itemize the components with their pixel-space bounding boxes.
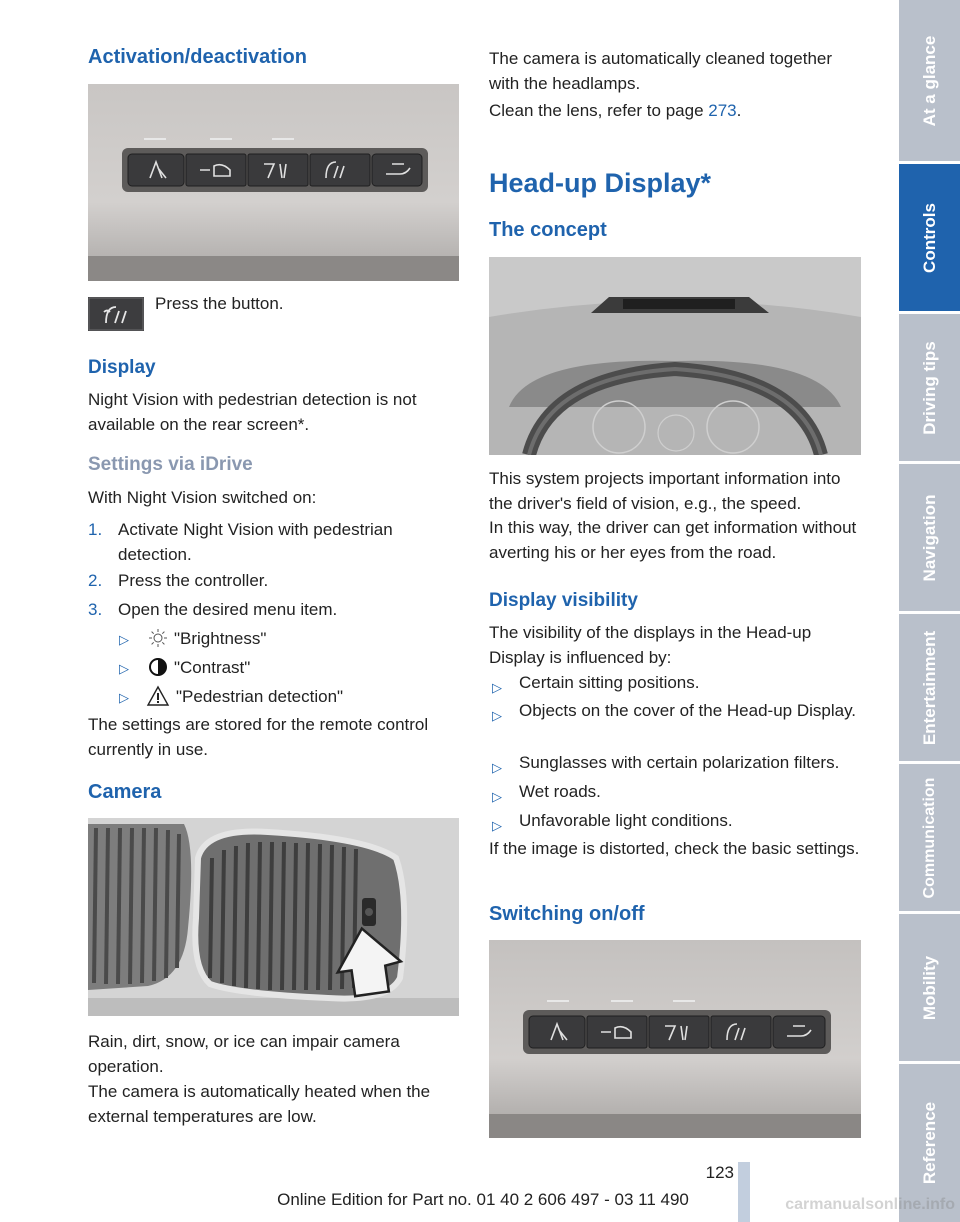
menu-item-contrast: "Contrast" [174,658,251,677]
tab-label: Controls [919,202,939,273]
page-link-273[interactable]: 273 [708,101,737,120]
step-text: Activate Night Vision with pedestrian detection. [118,520,393,564]
tab-label: Communication [920,777,938,898]
camera-grille-image [88,818,459,1016]
visibility-intro: The visibility of the displays in the Head-up Display is influenced by: [489,623,812,667]
step-text: Press the controller. [118,571,269,590]
clean-paragraph-1: The camera is automatically cleaned together with the headlamps. [489,49,833,93]
concept-paragraph-2: In this way, the driver can get information without averting his or her eyes from the road. [489,518,857,562]
visibility-item: Wet roads. [519,782,601,801]
list-item [489,808,863,833]
chapter-sidebar [899,0,960,1222]
concept-paragraph-1: This system projects important information into the driver's field of vision, e.g., the speed. [489,469,841,513]
step-text: Open the desired menu item. [118,600,338,619]
step-number: 2. [88,571,103,590]
night-vision-button-icon [88,297,144,331]
tab-label: Entertainment [919,630,939,745]
warning-triangle-icon [146,685,170,707]
tab-at-a-glance[interactable] [899,0,960,161]
step-number: 3. [88,600,103,619]
settings-intro: With Night Vision switched on: [88,488,317,507]
bullet-triangle-icon: ▷ [492,760,502,775]
camera-paragraph-1: Rain, dirt, snow, or ice can impair camera operation. [88,1032,400,1076]
tab-driving-tips[interactable] [899,314,960,461]
settings-stored-paragraph: The settings are stored for the remote control currently in use. [88,715,429,759]
list-item [489,698,863,748]
bullet-triangle-icon: ▷ [119,661,129,676]
visibility-item: Certain sitting positions. [519,673,700,692]
tab-communication[interactable] [899,764,960,911]
brightness-icon [148,628,168,648]
camera-paragraph-2: The camera is automatically heated when the external temperatures are low. [88,1082,431,1126]
heading-settings-idrive: Settings via iDrive [88,454,253,475]
contrast-icon [148,657,168,677]
tab-label: Reference [919,1101,939,1185]
visibility-item: Unfavorable light conditions. [519,811,733,830]
heading-concept: The concept [489,219,607,241]
list-item [489,779,863,804]
heading-activation: Activation/deactivation [88,46,307,68]
list-item [489,670,863,695]
clean-text-end: . [736,101,742,120]
menu-item-brightness: "Brightness" [174,629,267,648]
list-item [489,750,863,775]
tab-label: At a glance [919,35,939,126]
tab-label: Navigation [919,494,939,581]
list-item [88,597,462,622]
display-paragraph: Night Vision with pedestrian detection is not available on the rear screen*. [88,390,417,434]
bullet-triangle-icon: ▷ [492,789,502,804]
button-panel-image [489,940,861,1138]
bullet-triangle-icon: ▷ [492,708,502,723]
button-panel-image [88,84,459,281]
tab-mobility[interactable] [899,914,960,1061]
heading-switching-on-off: Switching on/off [489,903,645,925]
step-number: 1. [88,520,103,539]
press-button-text: Press the button. [155,294,284,313]
heading-camera: Camera [88,781,162,803]
visibility-item: Objects on the cover of the Head-up Display. [519,701,857,720]
visibility-item: Sunglasses with certain polarization filters. [519,753,840,772]
tab-label: Driving tips [919,340,939,435]
heading-display-visibility: Display visibility [489,590,638,611]
tab-label: Mobility [919,955,939,1020]
heading-display: Display [88,357,156,378]
watermark: carmanualsonline.info [785,1196,955,1213]
edition-footer: Online Edition for Part no. 01 40 2 606 497 - 03 11 490 [277,1190,689,1209]
list-item [88,568,462,593]
tab-entertainment[interactable] [899,614,960,761]
bullet-triangle-icon: ▷ [492,680,502,695]
bullet-triangle-icon: ▷ [492,818,502,833]
menu-item-pedestrian-detection: "Pedestrian detection" [176,687,344,706]
heading-head-up-display: Head-up Display* [489,168,712,198]
clean-text: Clean the lens, refer to page [489,101,709,120]
clean-paragraph-2 [489,98,863,123]
page-number: 123 [705,1163,734,1182]
tab-navigation[interactable] [899,464,960,611]
head-up-display-image [489,257,861,455]
bullet-triangle-icon: ▷ [119,632,129,647]
distorted-paragraph: If the image is distorted, check the basic settings. [489,839,860,858]
tab-controls[interactable] [899,164,960,311]
bullet-triangle-icon: ▷ [119,690,129,705]
